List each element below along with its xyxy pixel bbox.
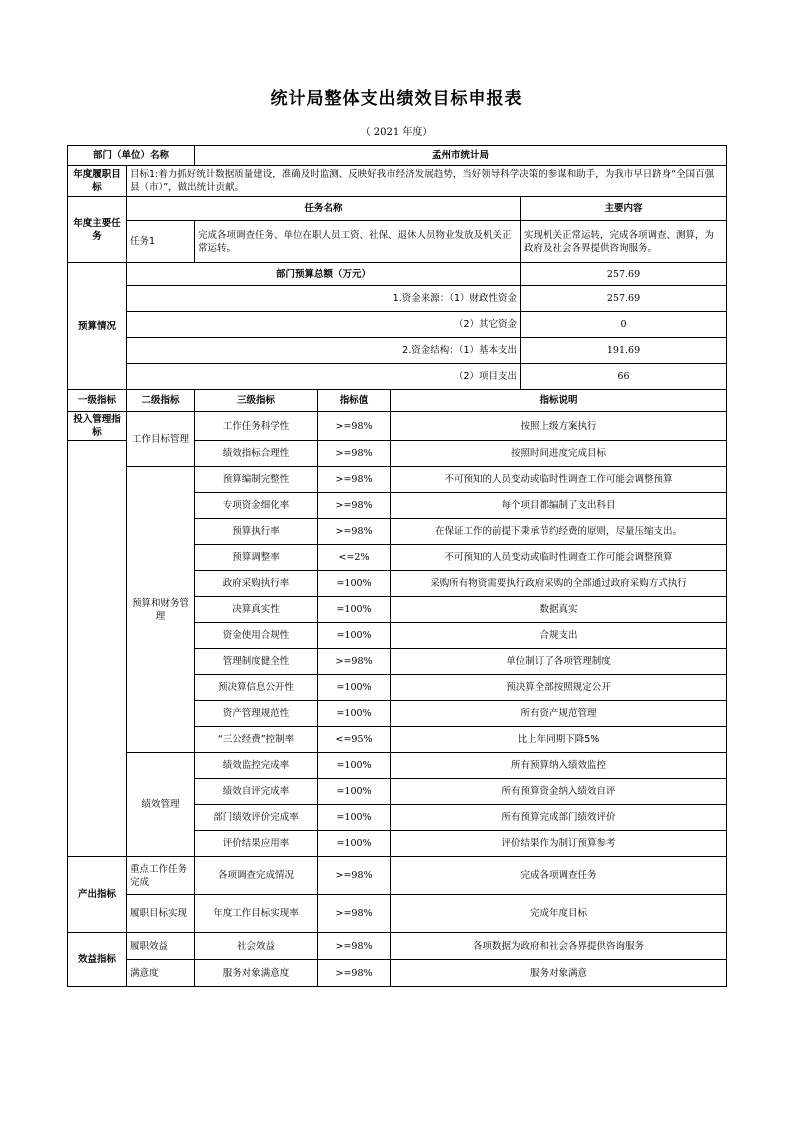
subgroup-budget-finance: 预算和财务管理 <box>127 467 195 753</box>
indicator-value: =100% <box>318 701 391 727</box>
indicator-name: 部门绩效评价完成率 <box>195 805 318 831</box>
indicator-value: >=98% <box>318 649 391 675</box>
indicator-desc: 单位制订了各项管理制度 <box>391 649 727 675</box>
indicator-desc: 服务对象满意 <box>391 960 727 987</box>
table-row <box>68 933 727 960</box>
indicator-desc: 预决算全部按照规定公开 <box>391 675 727 701</box>
indicator-value: =100% <box>318 623 391 649</box>
indicator-value: >=98% <box>318 857 391 895</box>
indicator-name: 绩效自评完成率 <box>195 779 318 805</box>
indicator-value: >=98% <box>318 493 391 519</box>
group-output: 产出指标 <box>68 857 127 933</box>
indicator-desc: 完成年度目标 <box>391 895 727 933</box>
subgroup-key-work: 重点工作任务完成 <box>127 857 195 895</box>
indicator-desc: 数据真实 <box>391 597 727 623</box>
indicator-value: >=98% <box>318 519 391 545</box>
header-level3: 三级指标 <box>195 390 318 412</box>
task-id: 任务1 <box>127 221 195 263</box>
budget-structure2-value: 66 <box>521 364 727 390</box>
indicator-value: =100% <box>318 805 391 831</box>
indicator-name: 绩效指标合理性 <box>195 441 318 467</box>
page-title: 统计局整体支出绩效目标申报表 <box>270 89 523 109</box>
budget-structure1-label: 2.资金结构：（1）基本支出 <box>127 338 521 364</box>
group-benefit: 效益指标 <box>68 933 127 987</box>
table-row <box>68 467 727 493</box>
budget-source1-label: 1.资金来源：（1）财政性资金 <box>127 286 521 312</box>
subgroup-duty-benefit: 履职效益 <box>127 933 195 960</box>
indicator-name: 资金使用合规性 <box>195 623 318 649</box>
table-row <box>68 412 727 441</box>
indicator-desc: 评价结果作为制订预算参考 <box>391 831 727 857</box>
subgroup-work-goal: 工作目标管理 <box>127 412 195 467</box>
indicator-desc: 完成各项调查任务 <box>391 857 727 895</box>
budget-source2-label: （2）其它资金 <box>127 312 521 338</box>
indicator-name: 工作任务科学性 <box>195 412 318 441</box>
indicator-name: 预算调整率 <box>195 545 318 571</box>
indicator-desc: 不可预知的人员变动或临时性调查工作可能会调整预算 <box>391 467 727 493</box>
indicator-value: =100% <box>318 831 391 857</box>
subgroup-satisfaction: 满意度 <box>127 960 195 987</box>
indicator-name: 资产管理规范性 <box>195 701 318 727</box>
indicator-name: “三公经费”控制率 <box>195 727 318 753</box>
indicator-name: 社会效益 <box>195 933 318 960</box>
group-input-continued <box>68 441 127 857</box>
indicator-name: 预决算信息公开性 <box>195 675 318 701</box>
indicator-desc: 比上年同期下降5% <box>391 727 727 753</box>
indicator-name: 预算执行率 <box>195 519 318 545</box>
indicator-desc: 所有预算完成部门绩效评价 <box>391 805 727 831</box>
dept-label: 部门（单位）名称 <box>68 146 195 166</box>
indicator-desc: 各项数据为政府和社会各界提供咨询服务 <box>391 933 727 960</box>
indicator-value: >=98% <box>318 895 391 933</box>
indicator-desc: 在保证工作的前提下秉承节约经费的原则，尽量压缩支出。 <box>391 519 727 545</box>
subgroup-duty-goal: 履职目标实现 <box>127 895 195 933</box>
task-name: 完成各项调查任务、单位在职人员工资、社保、退休人员物业发放及机关正常运转。 <box>195 221 521 263</box>
indicator-value: >=98% <box>318 960 391 987</box>
budget-structure2-label: （2）项目支出 <box>127 364 521 390</box>
task-content-header: 主要内容 <box>521 197 727 221</box>
budget-total-label: 部门预算总额（万元） <box>127 263 521 286</box>
indicator-desc: 采购所有物资需要执行政府采购的全部通过政府采购方式执行 <box>391 571 727 597</box>
annual-goal-label: 年度履职目标 <box>68 166 127 197</box>
indicator-name: 预算编制完整性 <box>195 467 318 493</box>
table-row <box>68 857 727 895</box>
indicator-value: =100% <box>318 571 391 597</box>
indicator-desc: 所有预算资金纳入绩效自评 <box>391 779 727 805</box>
task-name-header: 任务名称 <box>127 197 521 221</box>
indicator-name: 各项调查完成情况 <box>195 857 318 895</box>
indicator-desc: 所有资产规范管理 <box>391 701 727 727</box>
budget-label: 预算情况 <box>68 263 127 390</box>
indicator-value: <=95% <box>318 727 391 753</box>
budget-source2-value: 0 <box>521 312 727 338</box>
indicator-name: 决算真实性 <box>195 597 318 623</box>
indicator-value: >=98% <box>318 441 391 467</box>
annual-goal-value: 目标1:着力抓好统计数据质量建设，准确及时监测、反映好我市经济发展趋势，当好领导科学决策的参谋和助手，为我市早日跻身“全国百强县（市）”，做出统计贡献。 <box>127 166 727 197</box>
indicator-value: >=98% <box>318 933 391 960</box>
indicator-value: =100% <box>318 753 391 779</box>
indicator-desc: 不可预知的人员变动或临时性调查工作可能会调整预算 <box>391 545 727 571</box>
header-level1: 一级指标 <box>68 390 127 412</box>
task-content: 实现机关正常运转，完成各项调查、测算，为政府及社会各界提供咨询服务。 <box>521 221 727 263</box>
table-row <box>68 960 727 987</box>
main-tasks-label: 年度主要任务 <box>68 197 127 263</box>
group-input: 投入管理指标 <box>68 412 127 441</box>
indicator-name: 评价结果应用率 <box>195 831 318 857</box>
indicator-name: 专项资金细化率 <box>195 493 318 519</box>
performance-table <box>67 145 727 987</box>
indicator-desc: 合规支出 <box>391 623 727 649</box>
indicator-desc: 按照时间进度完成目标 <box>391 441 727 467</box>
subgroup-performance: 绩效管理 <box>127 753 195 857</box>
indicator-value: =100% <box>318 779 391 805</box>
indicator-name: 政府采购执行率 <box>195 571 318 597</box>
budget-total-value: 257.69 <box>521 263 727 286</box>
indicator-desc: 所有预算纳入绩效监控 <box>391 753 727 779</box>
indicator-name: 服务对象满意度 <box>195 960 318 987</box>
header-description: 指标说明 <box>391 390 727 412</box>
report-year: （ 2021 年度） <box>360 127 433 138</box>
indicator-value: =100% <box>318 675 391 701</box>
indicator-desc: 每个项目都编制了支出科目 <box>391 493 727 519</box>
table-row <box>68 753 727 779</box>
table-row <box>68 895 727 933</box>
indicator-value: >=98% <box>318 412 391 441</box>
indicator-value: <=2% <box>318 545 391 571</box>
indicator-desc: 按照上级方案执行 <box>391 412 727 441</box>
budget-source1-value: 257.69 <box>521 286 727 312</box>
budget-structure1-value: 191.69 <box>521 338 727 364</box>
indicator-name: 年度工作目标实现率 <box>195 895 318 933</box>
indicator-value: >=98% <box>318 467 391 493</box>
header-value: 指标值 <box>318 390 391 412</box>
dept-value: 孟州市统计局 <box>195 146 727 166</box>
header-level2: 二级指标 <box>127 390 195 412</box>
indicator-name: 管理制度健全性 <box>195 649 318 675</box>
indicator-value: =100% <box>318 597 391 623</box>
indicator-name: 绩效监控完成率 <box>195 753 318 779</box>
